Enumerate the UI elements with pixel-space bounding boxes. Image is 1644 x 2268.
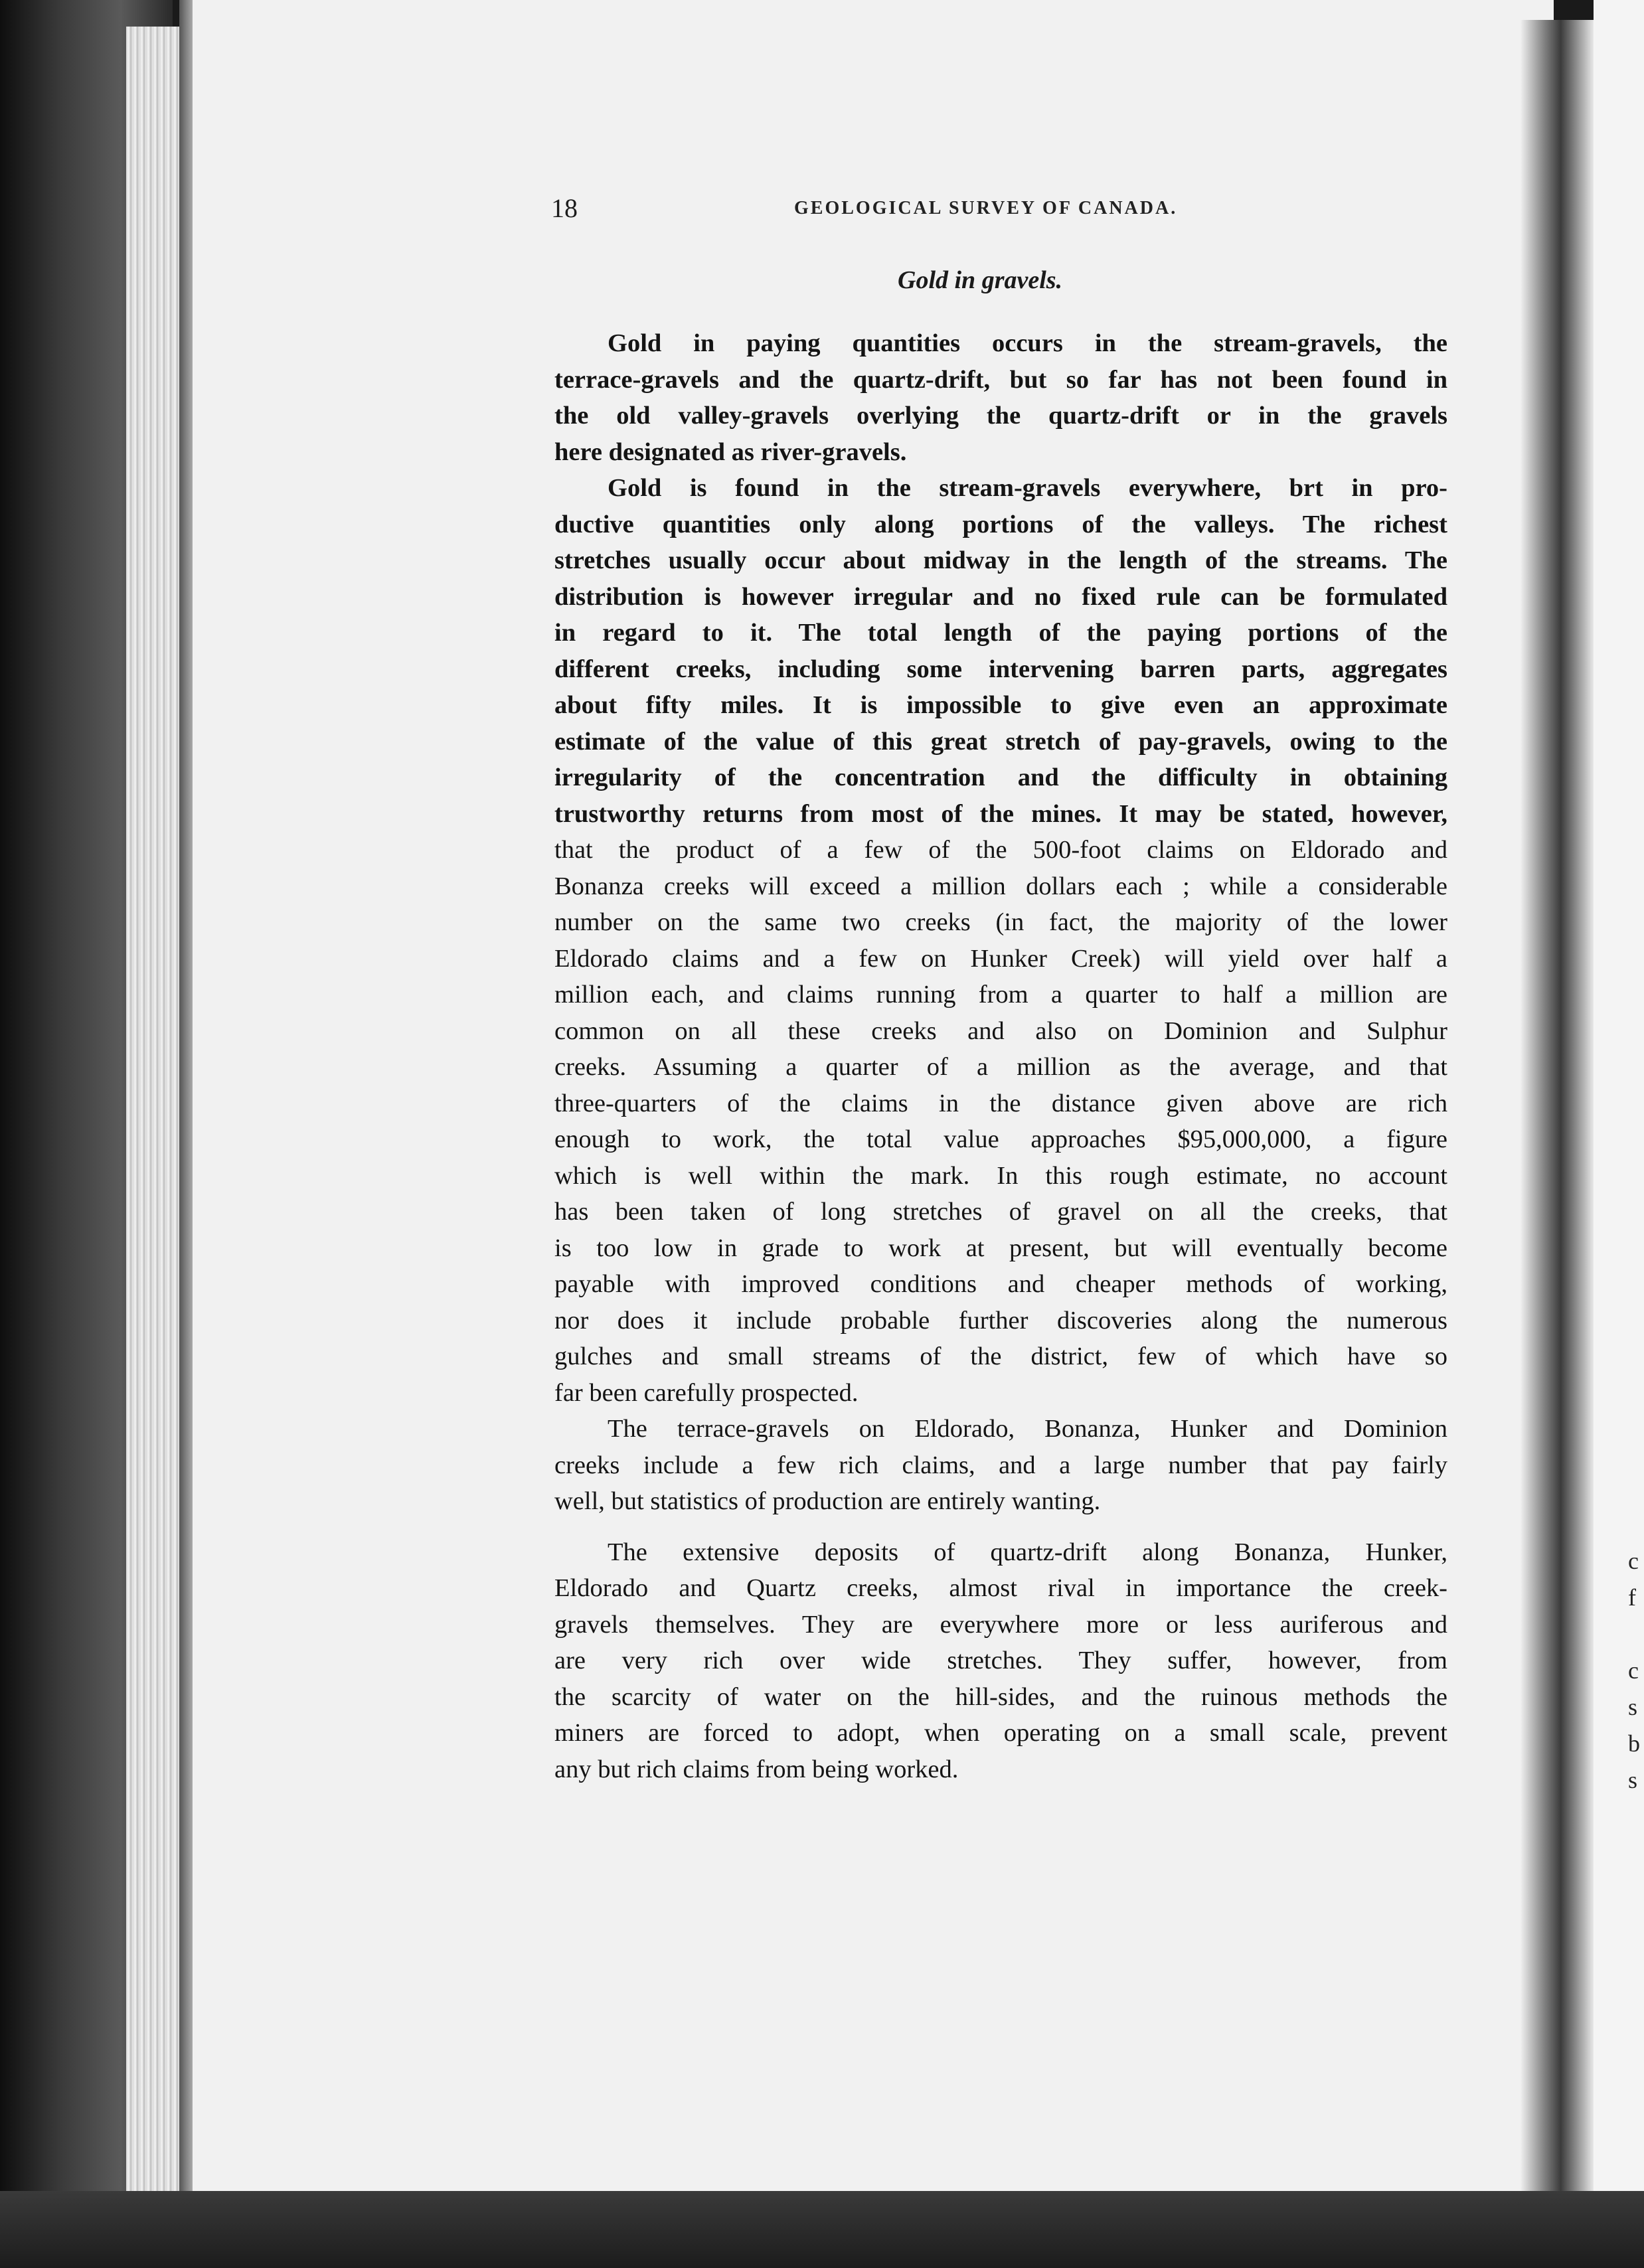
text-line: common on all these creeks and also on Dominion and Sulphur (554, 1016, 1447, 1045)
margin-fragment: s (1628, 1767, 1638, 1793)
paragraph-1 (554, 325, 1447, 470)
text-line: the old valley-gravels overlying the quartz-drift or in the gravels (554, 402, 1447, 430)
margin-fragment: c (1628, 1657, 1639, 1684)
body-text (554, 325, 1447, 1787)
text-line: irregularity of the concentration and the difficulty in obtaining (554, 764, 1447, 791)
text-line: gulches and small streams of the district, few of which have so (554, 1342, 1447, 1370)
text-line: The terrace-gravels on Eldorado, Bonanza, Hunker and Dominion (608, 1415, 1447, 1443)
text-line: distribution is however irregular and no fixed rule can be formulated (554, 582, 1447, 611)
text-line: terrace-gravels and the quartz-drift, but so far has not been found in (554, 365, 1447, 394)
text-line: in regard to it. The total length of the paying portions of the (554, 619, 1447, 647)
text-line: number on the same two creeks (in fact, the majority of the lower (554, 908, 1447, 936)
page-number: 18 (551, 193, 578, 223)
text-line: enough to work, the total value approaches $95,000,000, a figure (554, 1125, 1447, 1153)
text-line: different creeks, including some intervening barren parts, aggregates (554, 655, 1447, 683)
text-line: here designated as river-gravels. (554, 438, 907, 466)
text-line: payable with improved conditions and cheaper methods of working, (554, 1270, 1447, 1298)
text-line: Gold is found in the stream-gravels everywhere, brt in pro- (608, 474, 1447, 502)
text-line: ductive quantities only along portions of the valleys. The richest (554, 510, 1447, 538)
text-line: gravels themselves. They are everywhere more or less auriferous and (554, 1610, 1447, 1639)
margin-fragment: s (1628, 1694, 1638, 1720)
text-line: nor does it include probable further discoveries along the numerous (554, 1306, 1447, 1335)
text-line: is too low in grade to work at present, but will eventually become (554, 1234, 1447, 1262)
text-line: creeks. Assuming a quarter of a million as the average, and that (554, 1053, 1447, 1081)
text-line: Eldorado claims and a few on Hunker Creek) will yield over half a (554, 944, 1447, 973)
text-line: any but rich claims from being worked. (554, 1755, 959, 1783)
text-line: which is well within the mark. In this rough estimate, no account (554, 1161, 1447, 1190)
text-line: are very rich over wide stretches. They suffer, however, from (554, 1647, 1447, 1674)
text-line: miners are forced to adopt, when operating on a small scale, prevent (554, 1719, 1447, 1747)
scanner-background-bottom (0, 2191, 1644, 2268)
margin-fragment: b (1628, 1730, 1640, 1757)
paragraph-4 (554, 1534, 1447, 1788)
margin-fragment: f (1628, 1584, 1636, 1611)
running-head: GEOLOGICAL SURVEY OF CANADA. (794, 198, 1178, 218)
text-line: Eldorado and Quartz creeks, almost rival in importance the creek- (554, 1574, 1447, 1602)
paragraph-3 (554, 1411, 1447, 1520)
text-line: creeks include a few rich claims, and a large number that pay fairly (554, 1451, 1447, 1479)
page-gutter (1521, 20, 1594, 2211)
text-line: far been carefully prospected. (554, 1378, 859, 1407)
text-line: that the product of a few of the 500-foot claims on Eldorado and (554, 836, 1447, 864)
text-line: trustworthy returns from most of the mines. It may be stated, however, (554, 799, 1447, 828)
text-line: well, but statistics of production are entirely wanting. (554, 1487, 1101, 1515)
text-line: has been taken of long stretches of gravel on all the creeks, that (554, 1198, 1447, 1226)
margin-fragment: c (1628, 1548, 1639, 1574)
text-line: stretches usually occur about midway in the length of the streams. The (554, 546, 1447, 574)
text-line: The extensive deposits of quartz-drift along Bonanza, Hunker, (608, 1538, 1447, 1566)
text-line: million each, and claims running from a quarter to half a million are (554, 981, 1447, 1009)
text-line: the scarcity of water on the hill-sides, and the ruinous methods the (554, 1682, 1447, 1711)
section-title: Gold in gravels. (898, 266, 1063, 294)
page-header (551, 193, 1202, 226)
adjacent-page (1594, 0, 1644, 2268)
text-line: about fifty miles. It is impossible to give even an approximate (554, 691, 1447, 719)
text-line: Bonanza creeks will exceed a million dollars each ; while a considerable (554, 872, 1447, 900)
text-line: Gold in paying quantities occurs in the stream-gravels, the (608, 329, 1447, 357)
text-line: estimate of the value of this great stretch of pay-gravels, owing to the (554, 727, 1447, 756)
paragraph-2 (554, 470, 1447, 1411)
text-line: three-quarters of the claims in the distance given above are rich (554, 1089, 1447, 1117)
